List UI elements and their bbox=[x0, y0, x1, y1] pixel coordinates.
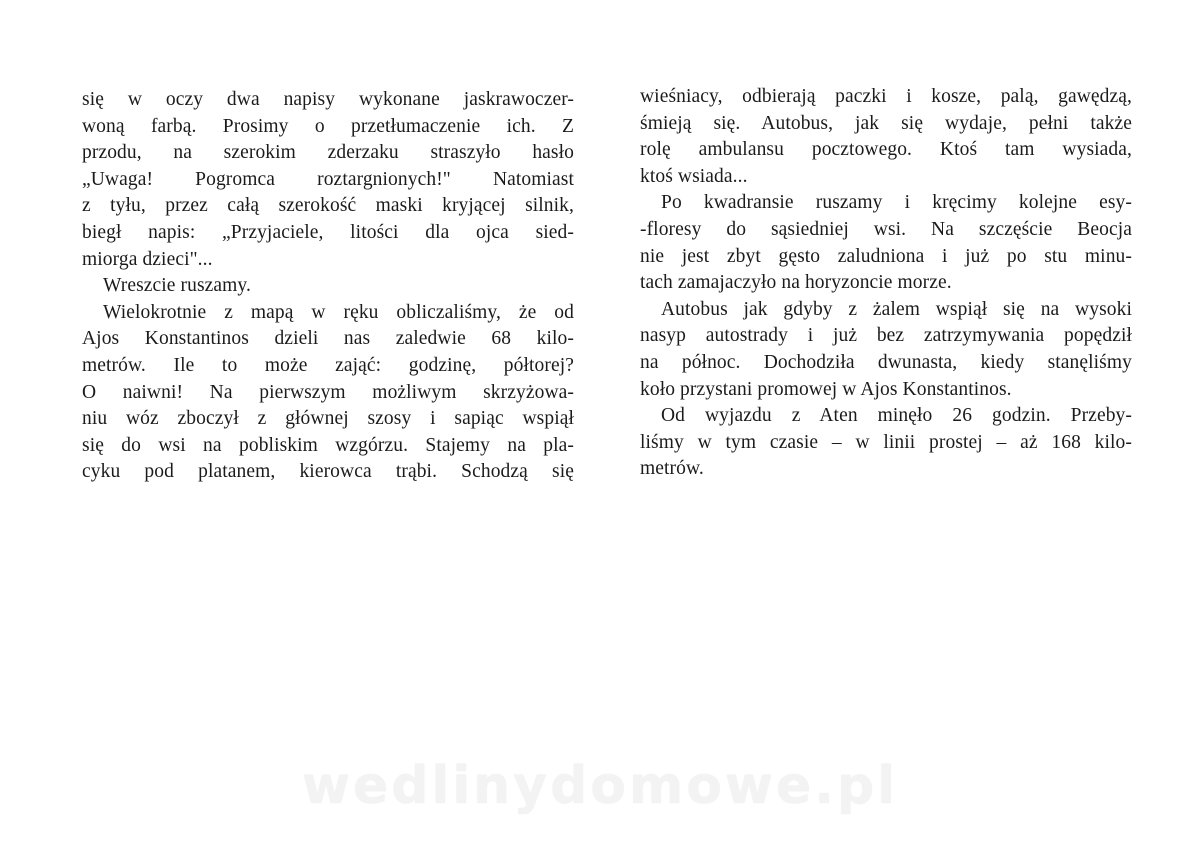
text-line: rolę ambulansu pocztowego. Ktoś tam wysiada, bbox=[640, 139, 1132, 161]
text-line: niu wóz zboczył z głównej szosy i sapiąc wspiął bbox=[82, 408, 574, 430]
text-line: Autobus jak gdyby z żalem wspiął się na wysoki bbox=[661, 298, 1132, 320]
text-line: nasyp autostrady i już bez zatrzymywania popędził bbox=[640, 325, 1132, 347]
text-line: O naiwni! Na pierwszym możliwym skrzyżowa- bbox=[82, 381, 574, 403]
text-line: metrów. bbox=[640, 458, 704, 480]
text-line: biegł napis: „Przyjaciele, litości dla ojca sied- bbox=[82, 222, 574, 243]
text-line: się do wsi na pobliskim wzgórzu. Stajemy na pla- bbox=[82, 434, 574, 456]
text-line: cyku pod platanem, kierowca trąbi. Schodzą się bbox=[82, 461, 574, 483]
text-line: liśmy w tym czasie – w linii prostej – aż 168 kilo- bbox=[640, 431, 1132, 453]
text-line: koło przystani promowej w Ajos Konstantinos. bbox=[640, 378, 1012, 400]
text-line: ktoś wsiada... bbox=[640, 165, 748, 187]
text-line: Od wyjazdu z Aten minęło 26 godzin. Przeby- bbox=[661, 405, 1132, 427]
text-line: się w oczy dwa napisy wykonane jaskrawoczer- bbox=[82, 89, 574, 110]
text-line: na północ. Dochodziła dwunasta, kiedy stanęliśmy bbox=[640, 352, 1132, 373]
text-line: „Uwaga! Pogromca roztargnionych!" Natomiast bbox=[82, 168, 574, 190]
text-line: Wreszcie ruszamy. bbox=[103, 275, 251, 297]
text-line: miorga dzieci"... bbox=[82, 248, 213, 270]
text-line: przodu, na szerokim zderzaku straszyło hasło bbox=[82, 142, 574, 164]
text-line: Wielokrotnie z mapą w ręku obliczaliśmy, że od bbox=[103, 301, 574, 323]
text-line: tach zamajaczyło na horyzoncie morze. bbox=[640, 272, 952, 294]
text-line: -floresy do sąsiedniej wsi. Na szczęście Beocja bbox=[640, 219, 1132, 240]
text-line: woną farbą. Prosimy o przetłumaczenie ich. Z bbox=[82, 115, 574, 137]
text-line: wieśniacy, odbierają paczki i kosze, palą, gawędzą, bbox=[640, 86, 1132, 107]
text-line: z tyłu, przez całą szerokość maski kryjącej silnik, bbox=[82, 195, 574, 217]
watermark: wedlinydomowe.pl bbox=[301, 756, 899, 816]
text-line: metrów. Ile to może zająć: godzinę, półtorej? bbox=[82, 355, 574, 376]
text-line: Po kwadransie ruszamy i kręcimy kolejne esy- bbox=[661, 192, 1132, 214]
text-line: Ajos Konstantinos dzieli nas zaledwie 68 kilo- bbox=[82, 328, 574, 350]
text-line: nie jest zbyt gęsto zaludniona i już po stu minu- bbox=[640, 245, 1132, 267]
text-line: śmieją się. Autobus, jak się wydaje, pełni także bbox=[640, 112, 1132, 134]
